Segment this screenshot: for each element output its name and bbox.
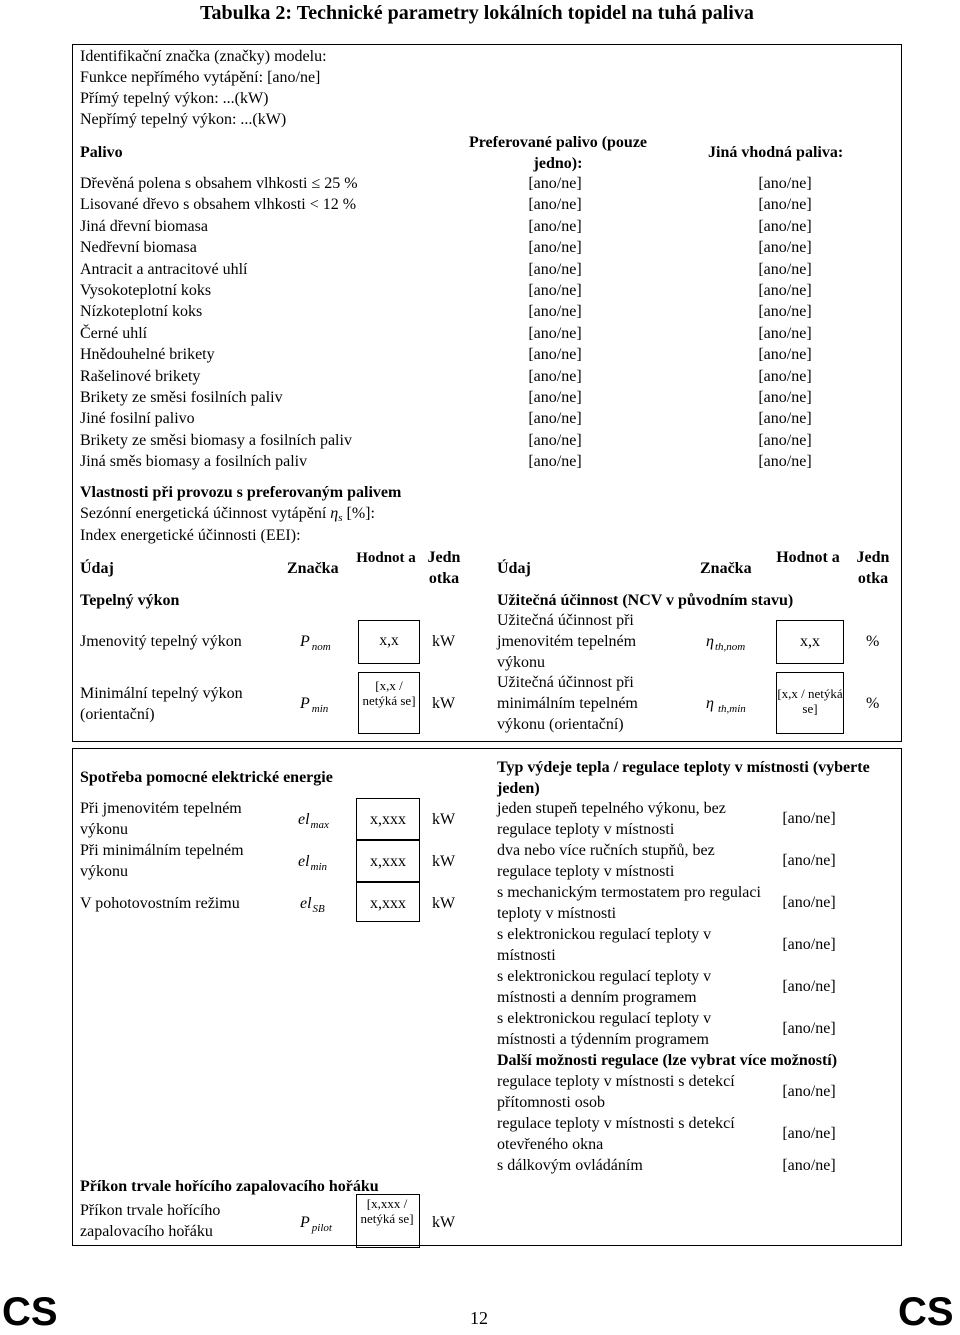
- aux-row-min-unit: kW: [432, 853, 456, 870]
- fuel-name: Rašelinové brikety: [80, 367, 201, 385]
- fuel-preferred-value: [ano/ne]: [528, 431, 582, 449]
- id-line-model: Identifikační značka (značky) modelu:: [80, 48, 327, 65]
- aux-row-min-value: x,xxx: [370, 853, 406, 870]
- fuel-preferred-value: [ano/ne]: [528, 282, 582, 299]
- aux-row-max-value: x,xxx: [370, 811, 406, 828]
- aux-row-min-label: Při minimálním tepelném výkonu: [80, 842, 244, 880]
- fuel-name: Brikety ze směsi fosilních paliv: [80, 389, 283, 406]
- minimum-efficiency-symbol: [706, 693, 746, 720]
- aux-row-sb-unit: kW: [432, 895, 456, 912]
- control-option-value[interactable]: [ano/ne]: [782, 852, 836, 869]
- left-header-znacka: Značka: [287, 560, 339, 577]
- nominal-efficiency-label: Užitečná účinnost při jmenovitém tepelném výkonu: [497, 612, 637, 671]
- symbol-sub: nom: [311, 641, 331, 653]
- symbol-p: P: [300, 1214, 310, 1231]
- el-sub: max: [310, 819, 329, 831]
- footer-language-code-right: CS: [898, 1290, 954, 1334]
- fuel-name: Nedřevní biomasa: [80, 239, 197, 257]
- symbol-p: P: [300, 695, 310, 712]
- control-option-label: s dálkovým ovládáním: [497, 1157, 643, 1174]
- control-option-label: s elektronickou regulací teploty v místnosti a denním programem: [497, 968, 712, 1006]
- control-option-value[interactable]: [ano/ne]: [782, 1083, 836, 1100]
- el-sub: min: [310, 861, 328, 873]
- fuel-other-value: [ano/ne]: [758, 453, 812, 471]
- el-symbol: el: [298, 853, 310, 870]
- fuel-preferred-value: [ano/ne]: [528, 196, 582, 214]
- el-symbol: el: [298, 811, 310, 828]
- nominal-efficiency-symbol: [706, 631, 745, 658]
- fuel-name: Hnědouhelné brikety: [80, 346, 215, 364]
- fuel-name: Jiná směs biomasy a fosilních paliv: [80, 453, 308, 471]
- aux-electricity-heading: Spotřeba pomocné elektrické energie: [80, 769, 333, 786]
- col-header-preferred: Preferované palivo (pouze jedno):: [468, 134, 648, 172]
- efficiency-heading: Užitečná účinnost (NCV v původním stavu): [497, 592, 794, 609]
- control-option-value[interactable]: [ano/ne]: [782, 894, 836, 911]
- control-option-label: jeden stupeň tepelného výkonu, bez regulace teploty v místnosti: [497, 800, 726, 838]
- seasonal-unit: [%]:: [346, 505, 375, 522]
- control-option-value[interactable]: [ano/ne]: [782, 978, 836, 995]
- fuel-preferred-value: [ano/ne]: [528, 239, 582, 257]
- aux-row-sb-value: x,xxx: [370, 895, 406, 912]
- fuel-other-value: [ano/ne]: [758, 175, 812, 192]
- eta-symbol: η: [330, 505, 339, 522]
- aux-row-max-label: Při jmenovitém tepelném výkonu: [80, 800, 242, 838]
- nominal-output-unit: kW: [432, 633, 456, 650]
- fuel-other-value: [ano/ne]: [758, 303, 812, 321]
- nominal-output-value: x,x: [379, 632, 399, 649]
- control-option-label: regulace teploty v místnosti s detekcí otevřeného okna: [497, 1115, 735, 1153]
- fuel-other-value: [ano/ne]: [758, 217, 812, 235]
- minimum-efficiency-label: Užitečná účinnost při minimálním tepelném výkonu (orientační): [497, 674, 638, 733]
- fuel-other-value: [ano/ne]: [758, 324, 812, 342]
- right-header-hodnota: Hodnot a: [776, 549, 840, 566]
- eta-sub: th,nom: [714, 641, 746, 653]
- left-header-jednotka: Jedn otka: [427, 549, 461, 587]
- control-option-value[interactable]: [ano/ne]: [782, 1157, 836, 1174]
- pilot-label: Příkon trvale hořícího zapalovacího hořáku: [80, 1202, 221, 1240]
- pilot-unit: kW: [432, 1214, 456, 1231]
- fuel-name: Jiné fosilní palivo: [80, 410, 195, 428]
- pilot-heading: Příkon trvale hořícího zapalovacího hořáku: [80, 1178, 379, 1195]
- fuel-name: Lisované dřevo s obsahem vlhkosti < 12 %: [80, 196, 357, 214]
- fuel-other-value: [ano/ne]: [758, 239, 812, 257]
- aux-row-min-symbol: [298, 851, 327, 878]
- fuel-name: Dřevěná polena s obsahem vlhkosti ≤ 25 %: [80, 175, 358, 192]
- fuel-preferred-value: [ano/ne]: [528, 389, 582, 406]
- aux-row-sb-label: V pohotovostním režimu: [80, 895, 240, 912]
- minimum-output-label: Minimální tepelný výkon (orientační): [80, 685, 243, 723]
- aux-row-sb-symbol: [300, 893, 325, 920]
- eta-subscript: s: [338, 512, 343, 524]
- minimum-output-value: [x,x / netýká se]: [362, 678, 416, 708]
- aux-row-max-symbol: [298, 809, 329, 836]
- el-symbol: el: [300, 895, 312, 912]
- eta-symbol: η: [706, 695, 714, 712]
- control-option-label: s elektronickou regulací teploty v místnosti: [497, 926, 712, 964]
- symbol-sub: min: [311, 703, 329, 715]
- minimum-output-symbol: [300, 693, 328, 720]
- nominal-output-label: Jmenovitý tepelný výkon: [80, 633, 242, 650]
- fuel-preferred-value: [ano/ne]: [528, 217, 582, 235]
- fuel-preferred-value: [ano/ne]: [528, 453, 582, 471]
- col-header-other: Jiná vhodná paliva:: [708, 144, 844, 161]
- control-option-value[interactable]: [ano/ne]: [782, 936, 836, 953]
- right-header-jednotka: Jedn otka: [856, 549, 890, 587]
- footer-language-code-left: CS: [2, 1290, 58, 1334]
- minimum-efficiency-value: [x,x / netýká se]: [777, 686, 843, 716]
- nominal-efficiency-value: x,x: [800, 633, 820, 650]
- control-option-value[interactable]: [ano/ne]: [782, 810, 836, 827]
- control-heading: Typ výdeje tepla / regulace teploty v místnosti (vyberte jeden): [497, 759, 870, 797]
- fuel-preferred-value: [ano/ne]: [528, 346, 582, 364]
- id-line-direct: Přímý tepelný výkon: ...(kW): [80, 90, 269, 107]
- fuel-other-value: [ano/ne]: [758, 196, 812, 214]
- fuel-name: Černé uhlí: [80, 324, 148, 342]
- symbol-p: P: [300, 633, 310, 650]
- control-option-label: regulace teploty v místnosti s detekcí přítomnosti osob: [497, 1073, 735, 1111]
- fuel-other-value: [ano/ne]: [758, 282, 812, 299]
- page-number: 12: [470, 1308, 488, 1328]
- right-header-udaj: Údaj: [497, 560, 531, 577]
- id-line-indirect: Funkce nepřímého vytápění: [ano/ne]: [80, 69, 321, 86]
- pilot-symbol: [300, 1212, 332, 1239]
- fuel-preferred-value: [ano/ne]: [528, 324, 582, 342]
- control-option-label: dva nebo více ručních stupňů, bez regulace teploty v místnosti: [497, 842, 715, 880]
- fuel-preferred-value: [ano/ne]: [528, 175, 582, 192]
- control-option-value[interactable]: [ano/ne]: [782, 1020, 836, 1037]
- eta-sub: th,min: [717, 703, 746, 715]
- fuel-other-value: [ano/ne]: [758, 260, 812, 278]
- eta-symbol: η: [706, 633, 714, 650]
- minimum-efficiency-unit: %: [866, 695, 880, 712]
- fuel-preferred-value: [ano/ne]: [528, 260, 582, 278]
- col-header-fuel: Palivo: [80, 144, 123, 161]
- eei-line: Index energetické účinnosti (EEI):: [80, 527, 301, 544]
- symbol-sub: pilot: [311, 1222, 332, 1234]
- nominal-efficiency-unit: %: [866, 633, 880, 650]
- properties-heading: Vlastnosti při provozu s preferovaným palivem: [80, 484, 402, 501]
- el-sub: SB: [312, 903, 325, 915]
- fuel-preferred-value: [ano/ne]: [528, 367, 582, 385]
- control-option-value[interactable]: [ano/ne]: [782, 1125, 836, 1142]
- control-option-label: s mechanickým termostatem pro regulaci teploty v místnosti: [497, 884, 761, 922]
- nominal-output-symbol: [300, 631, 331, 658]
- control-more-heading: Další možnosti regulace (lze vybrat více možností): [497, 1052, 838, 1069]
- right-header-znacka: Značka: [700, 560, 752, 577]
- fuel-other-value: [ano/ne]: [758, 410, 812, 428]
- left-header-hodnota: Hodnot a: [356, 550, 416, 566]
- fuel-name: Vysokoteplotní koks: [80, 282, 212, 299]
- fuel-other-value: [ano/ne]: [758, 431, 812, 449]
- id-line-indirect-output: Nepřímý tepelný výkon: ...(kW): [80, 111, 287, 128]
- aux-row-max-unit: kW: [432, 811, 456, 828]
- pilot-value: [x,xxx / netýká se]: [360, 1196, 414, 1226]
- fuel-name: Antracit a antracitové uhlí: [80, 260, 248, 278]
- fuel-name: Brikety ze směsi biomasy a fosilních paliv: [80, 431, 352, 449]
- fuel-preferred-value: [ano/ne]: [528, 410, 582, 428]
- fuel-other-value: [ano/ne]: [758, 346, 812, 364]
- fuel-other-value: [ano/ne]: [758, 367, 812, 385]
- minimum-output-unit: kW: [432, 695, 456, 712]
- heat-output-heading: Tepelný výkon: [80, 592, 180, 609]
- fuel-preferred-value: [ano/ne]: [528, 303, 582, 321]
- fuel-name: Jiná dřevní biomasa: [80, 217, 208, 235]
- fuel-other-value: [ano/ne]: [758, 389, 812, 406]
- control-option-label: s elektronickou regulací teploty v místnosti a týdenním programem: [497, 1010, 712, 1048]
- page-title: Tabulka 2: Technické parametry lokálních topidel na tuhá paliva: [200, 2, 754, 24]
- fuel-name: Nízkoteplotní koks: [80, 303, 203, 321]
- left-header-udaj: Údaj: [80, 560, 114, 577]
- seasonal-label: Sezónní energetická účinnost vytápění: [80, 505, 327, 522]
